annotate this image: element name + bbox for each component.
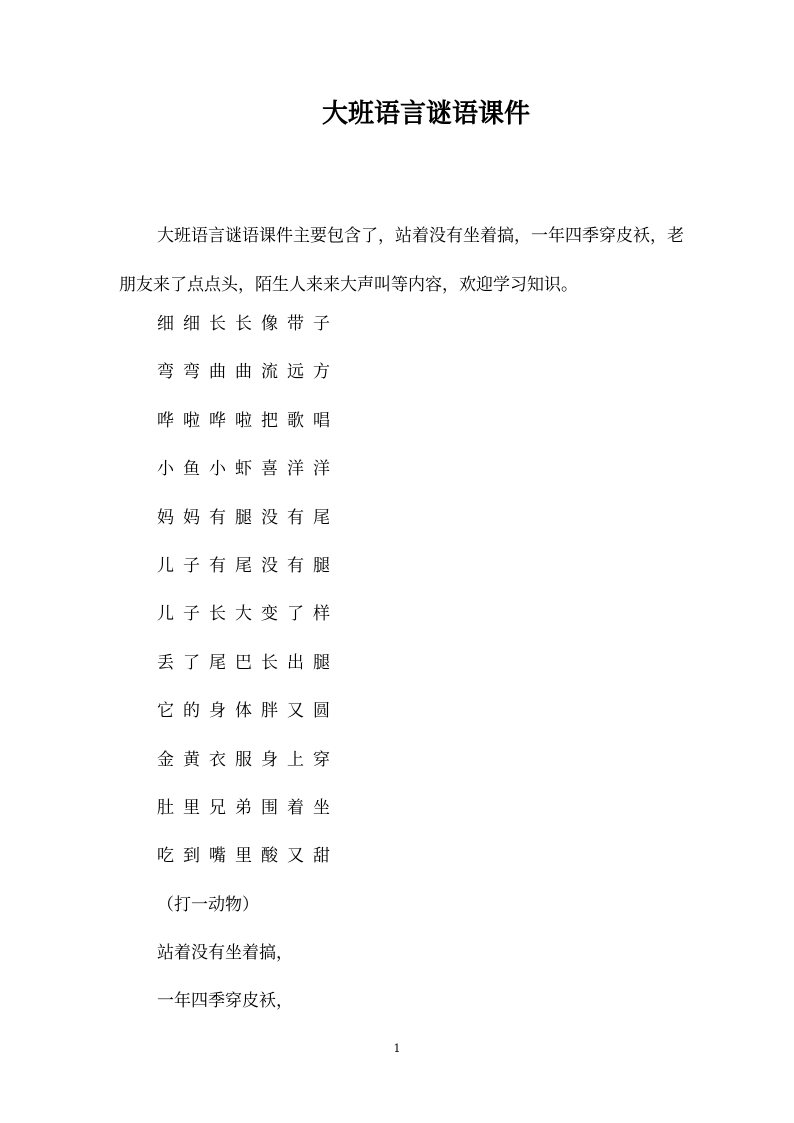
riddle-line: 哗啦哗啦把歌唱 bbox=[157, 410, 339, 431]
riddle-body bbox=[157, 302, 339, 1028]
riddle-hint: （打一动物） bbox=[157, 894, 259, 915]
text-line: 一年四季穿皮袄， bbox=[157, 991, 293, 1012]
riddle-line: 丢了尾巴长出腿 bbox=[157, 652, 339, 673]
riddle-line: 金黄衣服身上穿 bbox=[157, 749, 339, 770]
riddle-line: 肚里兄弟围着坐 bbox=[157, 797, 339, 818]
riddle-line: 儿子有尾没有腿 bbox=[157, 555, 339, 576]
riddle-line: 小鱼小虾喜洋洋 bbox=[157, 459, 339, 480]
riddle-line: 细细长长像带子 bbox=[157, 314, 339, 334]
text-line: 站着没有坐着搞， bbox=[157, 943, 293, 964]
riddle-line: 妈妈有腿没有尾 bbox=[157, 507, 339, 528]
riddle-line: 它的身体胖又圆 bbox=[157, 701, 339, 722]
page-title: 大班语言谜语课件 bbox=[321, 99, 530, 129]
riddle-line: 儿子长大变了样 bbox=[157, 604, 339, 625]
page-number: 1 bbox=[393, 1042, 401, 1055]
intro-paragraph: 大班语言谜语课件主要包含了，站着没有坐着搞，一年四季穿皮袄，老朋友来了点点头，陌生人来来大声叫等内容，欢迎学习知识。 bbox=[119, 226, 684, 295]
riddle-line: 吃到嘴里酸又甜 bbox=[157, 846, 339, 867]
riddle-line: 弯弯曲曲流远方 bbox=[157, 362, 339, 383]
